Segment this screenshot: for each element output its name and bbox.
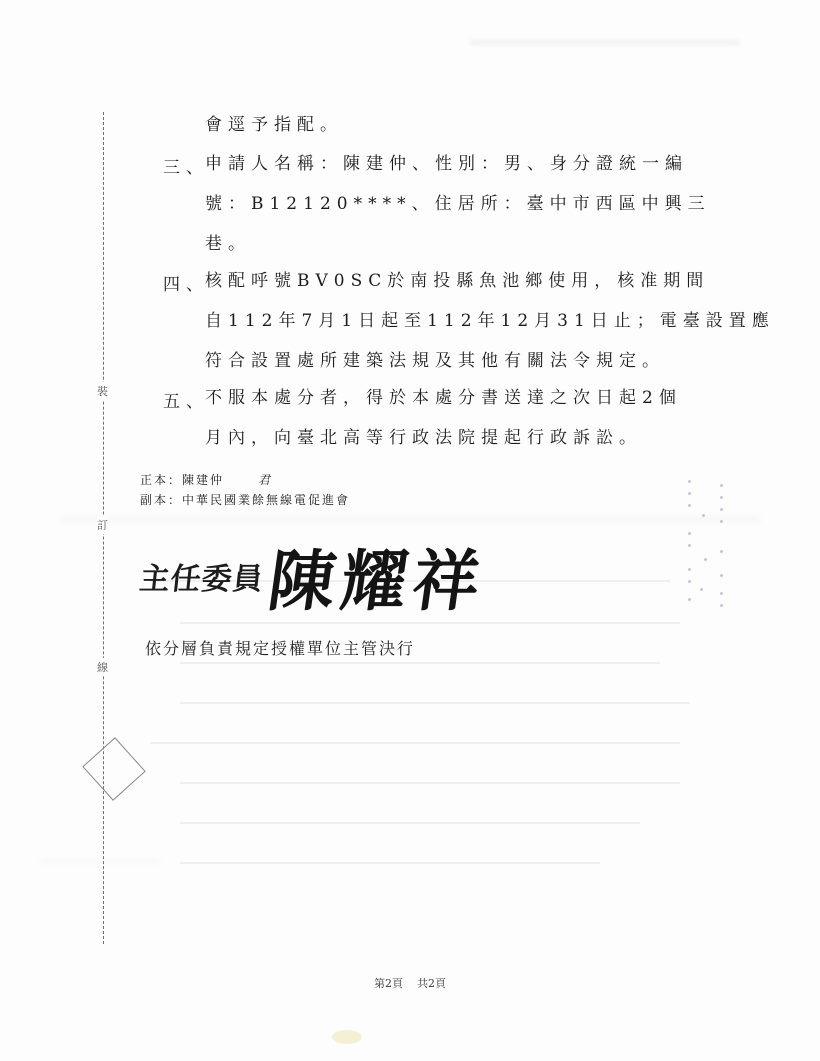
binding-mark-zhuang: 裝 — [97, 382, 108, 400]
original-recipient-label: 正本： — [140, 473, 183, 487]
signatory-name: 陳耀祥 — [263, 542, 491, 620]
scan-smudge — [60, 515, 760, 523]
signatory-title: 主任委員 — [137, 561, 266, 597]
item-5-text — [205, 387, 682, 467]
paragraph-line: 核配呼號BV0SC於南投縣魚池鄉使用，核准期間 — [205, 271, 710, 291]
item-number-4: 四、 — [163, 275, 209, 295]
item-number-3: 三、 — [163, 158, 209, 178]
scan-smudge — [470, 40, 740, 45]
page-number: 第2頁 — [374, 977, 403, 990]
show-through-text — [150, 580, 710, 880]
original-recipient-suffix: 君 — [258, 473, 273, 487]
perforation-dots — [686, 480, 726, 610]
paragraph-line: 月內，向臺北高等行政法院提起行政訴訟。 — [205, 428, 642, 448]
paragraph-line: 巷。 — [205, 234, 251, 254]
binding-mark-xian: 線 — [97, 658, 108, 676]
paragraph-line: 申請人名稱：陳建仲、性別：男、身分證統一編 — [205, 154, 688, 174]
original-recipient — [140, 471, 272, 488]
original-recipient-name: 陳建仲 — [182, 473, 225, 487]
paragraph-line: 號：B12120****、住居所：臺中市西區中興三 — [205, 194, 711, 214]
scan-smudge — [40, 860, 160, 863]
paragraph-line: 自112年7月1日起至112年12月31日止；電臺設置應 — [205, 311, 775, 331]
paragraph-continuation — [205, 114, 343, 154]
copy-recipient-label: 副本： — [140, 493, 183, 507]
item-number-5: 五、 — [163, 392, 209, 412]
paragraph-line: 不服本處分者，得於本處分書送達之次日起2個 — [205, 388, 682, 408]
binding-mark-ding: 訂 — [97, 516, 108, 534]
page-footer — [0, 975, 820, 991]
page-total: 共2頁 — [417, 977, 446, 990]
copy-recipient — [140, 491, 350, 508]
copy-recipient-name: 中華民國業餘無線電促進會 — [182, 493, 351, 507]
archive-stamp — [82, 737, 145, 801]
delegation-note: 依分層負責規定授權單位主管決行 — [145, 639, 416, 658]
scan-stain — [332, 1030, 362, 1044]
item-3-text — [205, 153, 711, 273]
paragraph-line: 符合設置處所建築法規及其他有關法令規定。 — [205, 351, 665, 371]
signature-block — [137, 528, 491, 623]
paragraph-line: 會逕予指配。 — [205, 115, 343, 135]
item-4-text — [205, 270, 775, 390]
